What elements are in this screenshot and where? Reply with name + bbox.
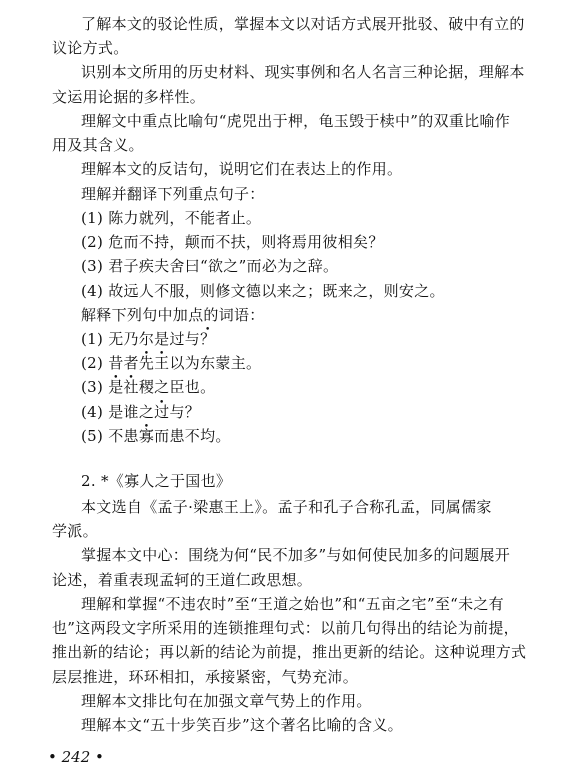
text-line: 推出新的结论；再以新的结论为前提，推出更新的结论。这种说理方式 [52,643,527,661]
text-line: 理解并翻译下列重点句子： [81,185,265,203]
text-line: 论述，着重表现孟轲的王道仁政思想。 [52,571,313,589]
list-item: (4) 故远人不服，则修文德以来之；既来之，则安之。 [81,282,445,300]
text-line: 理解文中重点比喻句“虎兕出于柙，龟玉毁于椟中”的双重比喻作 [81,112,511,130]
text-line: 识别本文所用的历史材料、现实事例和名人名言三种论据，理解本 [81,63,525,81]
text-line: 掌握本文中心：围绕为何“民不加多”与如何使民加多的问题展开 [81,546,511,564]
text-line: 层层推进，环环相扣，承接紧密，气势充沛。 [52,668,359,686]
text-line: 用及其含义。 [52,136,144,154]
list-item: (2) 危而不持，颠而不扶，则将焉用彼相矣？ [81,233,384,251]
text-line: 了解本文的驳论性质，掌握本文以对话方式展开批驳、破中有立的 [81,15,525,33]
emphasized-char: 王 [154,354,170,372]
emphasized-char: • ？ [200,330,215,348]
list-item: (2) 昔者先王以为东蒙主。 [81,354,262,372]
emphasized-char: 寡 [138,427,155,445]
list-item: (3) 是社稷之臣也。 [81,378,216,396]
list-item: (1) 陈力就列，不能者止。 [81,209,262,227]
text-line: 议论方式。 [52,39,129,57]
section-heading: 2. *《寡人之于国也》 [81,472,232,490]
list-item: (4) 是谁之过与？ [81,403,201,421]
text-line: 理解本文排比句在加强文章气势上的作用。 [81,692,372,710]
text-line: 解释下列句中加点的词语： [81,306,265,324]
text-line: 学派。 [52,522,98,540]
text-line: 文运用论据的多样性。 [52,88,206,106]
list-item: (5) 不患寡而患不均。 [81,427,231,445]
text-line: 本文选自《孟子·梁惠王上》。孟子和孔子合称孔孟，同属儒家 [81,498,492,516]
emphasized-char: 是 [108,378,124,396]
text-line: 理解和掌握“不违农时”至“王道之始也”和“五亩之宅”至“未之有 [81,595,504,613]
emphasized-char: 先 [138,354,155,372]
emphasized-char: 社 [123,378,139,396]
text-line: 也”这两段文字所采用的连锁推理句式：以前几句得出的结论为前提， [52,619,519,637]
text-line: 理解本文“五十步笑百步”这个著名比喻的含义。 [81,716,403,734]
text-line: 理解本文的反诘句，说明它们在表达上的作用。 [81,160,403,178]
list-item: (3) 君子疾夫舍曰“欲之”而必为之辞。 [81,257,339,275]
emphasized-char: 过 [154,403,170,421]
page-number: • 242 • [48,748,104,766]
list-item: (1) 无乃尔是过与• ？ [81,330,215,348]
